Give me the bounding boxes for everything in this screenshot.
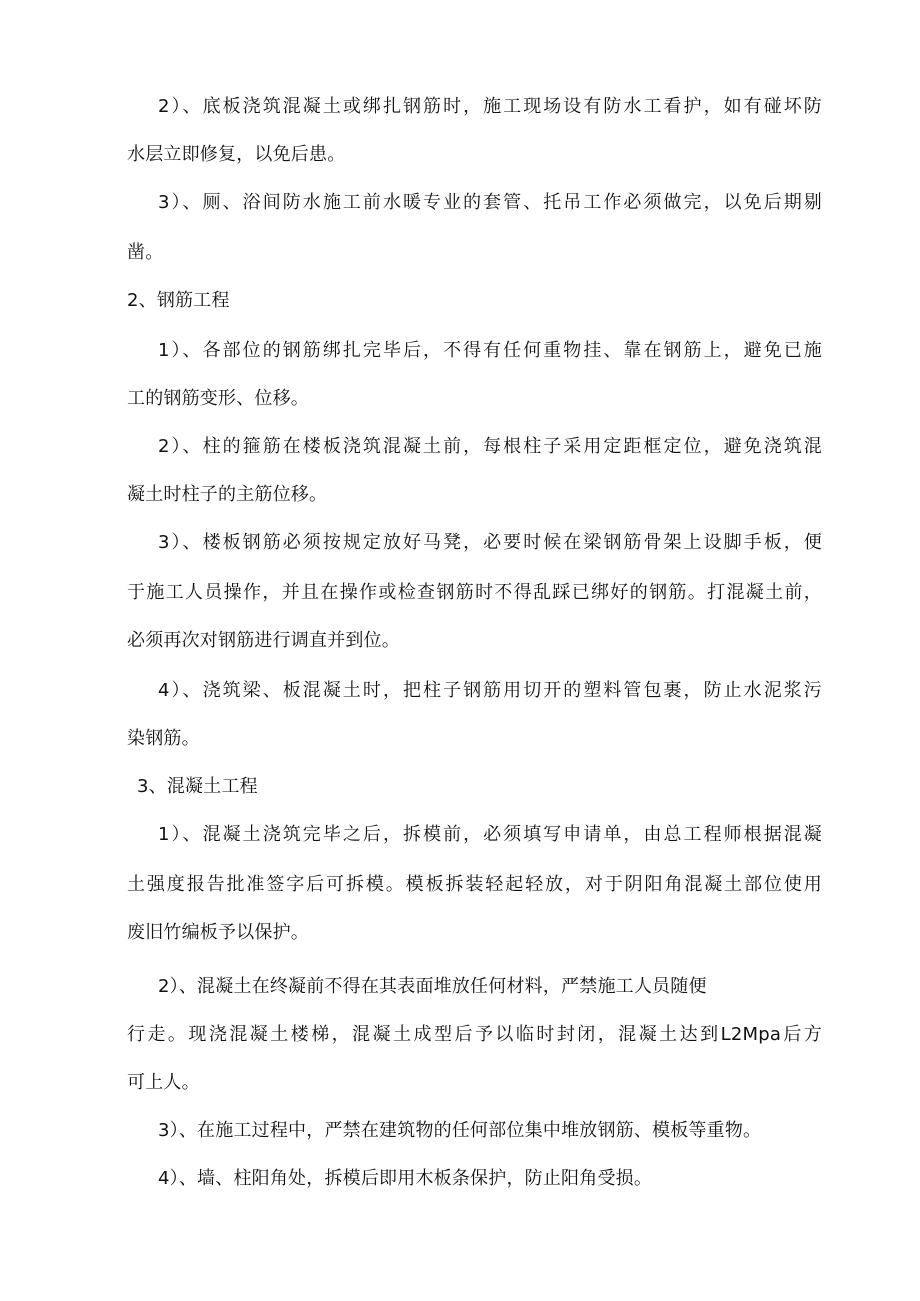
paragraph-line: 工的钢筋变形、位移。 bbox=[127, 388, 309, 409]
paragraph-line: 凿。 bbox=[127, 242, 164, 263]
paragraph-line: 凝土时柱子的主筋位移。 bbox=[127, 484, 328, 505]
paragraph-line: 土强度报告批准签字后可拆模。模板拆装轻起轻放，对于阴阳角混凝土部位使用 bbox=[127, 874, 822, 895]
section-heading: 3、混凝土工程 bbox=[137, 776, 258, 797]
section-heading: 2、钢筋工程 bbox=[127, 290, 230, 311]
paragraph-line: 必须再次对钢筋进行调直并到位。 bbox=[127, 630, 400, 651]
paragraph-line: 2）、底板浇筑混凝土或绑扎钢筋时，施工现场设有防水工看护，如有碰坏防 bbox=[158, 96, 822, 117]
paragraph-line: 3）、厕、浴间防水施工前水暖专业的套管、托吊工作必须做完，以免后期剔 bbox=[158, 192, 822, 213]
paragraph-line: 2）、柱的箍筋在楼板浇筑混凝土前，每根柱子采用定距框定位，避免浇筑混 bbox=[158, 436, 822, 457]
paragraph-line: 3）、楼板钢筋必须按规定放好马凳，必要时候在梁钢筋骨架上设脚手板，便 bbox=[158, 532, 822, 553]
paragraph-line: 4）、墙、柱阳角处，拆模后即用木板条保护，防止阳角受损。 bbox=[158, 1168, 653, 1189]
paragraph-line: 染钢筋。 bbox=[127, 728, 200, 749]
paragraph-line: 废旧竹编板予以保护。 bbox=[127, 922, 309, 943]
paragraph-line: 1）、混凝土浇筑完毕之后，拆模前，必须填写申请单，由总工程师根据混凝 bbox=[158, 824, 822, 845]
paragraph-line: 4）、浇筑梁、板混凝土时，把柱子钢筋用切开的塑料管包裹，防止水泥浆污 bbox=[158, 680, 822, 701]
paragraph-line: 3）、在施工过程中，严禁在建筑物的任何部位集中堆放钢筋、模板等重物。 bbox=[158, 1120, 762, 1141]
paragraph-line: 1）、各部位的钢筋绑扎完毕后，不得有任何重物挂、靠在钢筋上，避免已施 bbox=[158, 340, 822, 361]
paragraph-line: 水层立即修复，以免后患。 bbox=[127, 144, 346, 165]
paragraph-line: 于施工人员操作，并且在操作或检查钢筋时不得乱踩已绑好的钢筋。打混凝土前， bbox=[127, 582, 822, 603]
paragraph-line: 行走。现浇混凝土楼梯，混凝土成型后予以临时封闭，混凝土达到L2Mpa后方 bbox=[127, 1024, 822, 1045]
paragraph-line: 可上人。 bbox=[127, 1072, 200, 1093]
paragraph-line: 2）、混凝土在终凝前不得在其表面堆放任何材料，严禁施工人员随便 bbox=[158, 976, 707, 997]
